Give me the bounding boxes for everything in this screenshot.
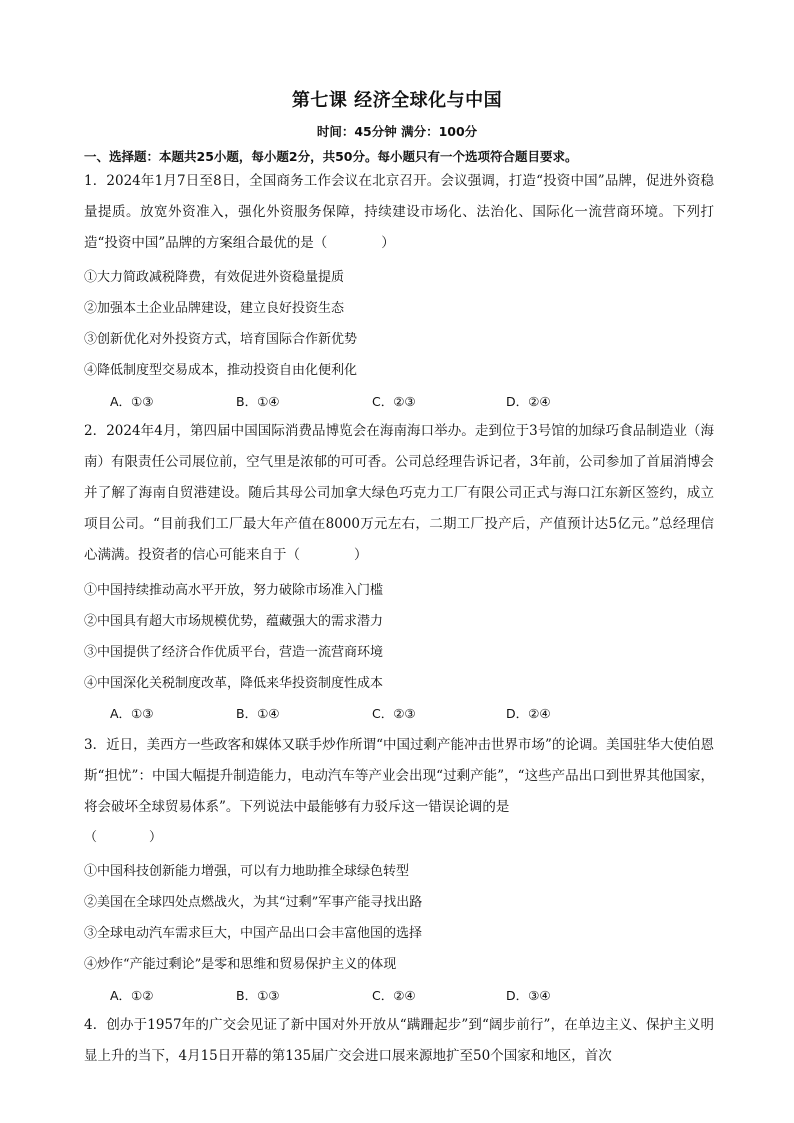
question-2-option-1: ①中国持续推动高水平开放，努力破除市场准入门槛 (84, 583, 384, 598)
question-1-option-4: ④降低制度型交易成本，推动投资自由化便利化 (84, 363, 358, 378)
question-2-choice-b[interactable]: B．①④ (236, 706, 280, 721)
question-1-choice-b[interactable]: B．①④ (236, 394, 280, 409)
question-3-choice-d[interactable]: D．③④ (506, 988, 551, 1003)
question-4-stem: 4．创办于1957年的广交会见证了新中国对外开放从“蹒跚起步”到“阔步前行”，在单边主义、保护主义明显上升的当下，4月15日开幕的第135届广交会进口展来源地扩至50个国家和地区，首次 (84, 1017, 714, 1064)
question-3-option-4: ④炒作“产能过剩论”是零和思维和贸易保护主义的体现 (84, 957, 397, 972)
question-2-option-3: ③中国提供了经济合作优质平台，营造一流营商环境 (84, 645, 384, 660)
exam-info: 时间：45分钟 满分：100分 (316, 124, 478, 139)
question-1-option-1: ①大力简政减税降费，有效促进外资稳量提质 (84, 270, 345, 285)
question-3-option-1: ①中国科技创新能力增强，可以有力地助推全球绿色转型 (84, 864, 410, 879)
question-1-choice-c[interactable]: C．②③ (372, 394, 416, 409)
question-3-choice-c[interactable]: C．②④ (372, 988, 416, 1003)
question-3-choice-b[interactable]: B．①③ (236, 988, 280, 1003)
section-heading: 一、选择题：本题共25小题，每小题2分，共50分。每小题只有一个选项符合题目要求。 (84, 149, 578, 164)
question-2-choice-d[interactable]: D．②④ (506, 706, 551, 721)
question-1-choice-d[interactable]: D．②④ (506, 394, 551, 409)
question-3-stem: 3．近日，美西方一些政客和媒体又联手炒作所谓“中国过剩产能冲击世界市场”的论调。美国驻华大使伯恩斯“担忧”：中国大幅提升制造能力，电动汽车等产业会出现“过剩产能”，“这些产品出口到世界其他国家，将会破坏全球贸易体系”。下列说法中最能够有力驳斥这一错误论调的是 (84, 737, 714, 815)
question-3-answer-bracket: （ ） (84, 830, 163, 845)
question-2-choice-a[interactable]: A．①③ (110, 706, 154, 721)
question-3-option-2: ②美国在全球四处点燃战火，为其“过剩”军事产能寻找出路 (84, 895, 423, 910)
question-3-option-3: ③全球电动汽车需求巨大，中国产品出口会丰富他国的选择 (84, 926, 423, 941)
question-2-choice-c[interactable]: C．②③ (372, 706, 416, 721)
question-3-choice-a[interactable]: A．①② (110, 988, 154, 1003)
question-1-option-3: ③创新优化对外投资方式，培育国际合作新优势 (84, 332, 358, 347)
question-1-choice-a[interactable]: A．①③ (110, 394, 154, 409)
question-2-option-4: ④中国深化关税制度改革，降低来华投资制度性成本 (84, 676, 384, 691)
question-1-option-2: ②加强本土企业品牌建设，建立良好投资生态 (84, 301, 345, 316)
question-2-stem: 2．2024年4月，第四届中国国际消费品博览会在海南海口举办。走到位于3号馆的加绿巧食品制造业（海南）有限责任公司展位前，空气里是浓郁的可可香。公司总经理告诉记者，3年前，公司参加了首届消博会并了解了海南自贸港建设。随后其母公司加拿大绿色巧克力工厂有限公司正式与海口江东新区签约，成立项目公司。“目前我们工厂最大年产值在8000万元左右，二期工厂投产后，产值预计达5亿元。”总经理信心满满。投资者的信心可能来自于（ ） (84, 423, 714, 563)
page-title: 第七课 经济全球化与中国 (291, 90, 503, 111)
question-2-option-2: ②中国具有超大市场规模优势，蕴藏强大的需求潜力 (84, 614, 384, 629)
question-1-stem: 1．2024年1月7日至8日，全国商务工作会议在北京召开。会议强调，打造“投资中国”品牌，促进外资稳量提质。放宽外资准入，强化外资服务保障，持续建设市场化、法治化、国际化一流营商环境。下列打造“投资中国”品牌的方案组合最优的是（ ） (84, 173, 714, 251)
